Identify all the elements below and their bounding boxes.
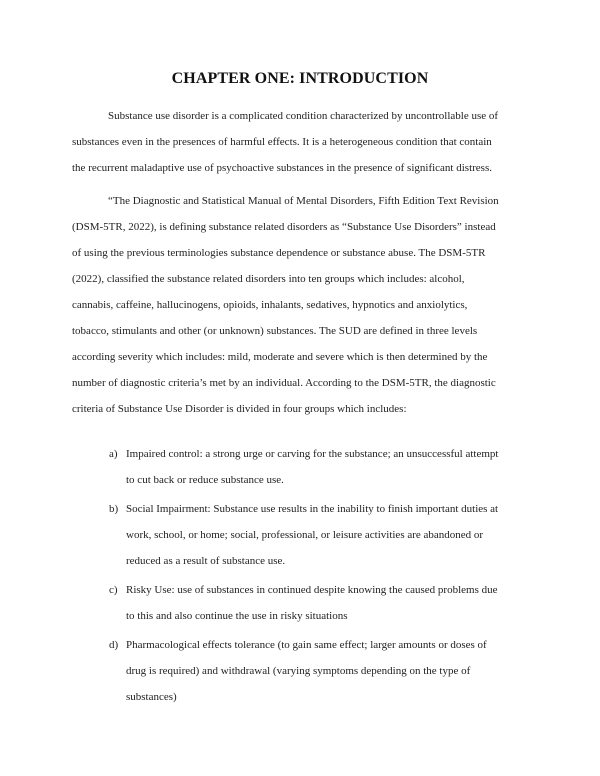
list-item (0, 632, 600, 710)
paragraph-line: (DSM-5TR, 2022), is defining substance related disorders as “Substance Use Disorders” instead (72, 221, 496, 233)
list-marker: c) (109, 584, 118, 596)
paragraph-line: substances even in the presences of harmful effects. It is a heterogeneous condition that contain (72, 136, 492, 148)
paragraph-line: cannabis, caffeine, hallucinogens, opioids, inhalants, sedatives, hypnotics and anxiolytics, (72, 299, 468, 311)
list-item-line: drug is required) and withdrawal (varying symptoms depending on the type of (126, 665, 471, 677)
paragraph-intro (72, 103, 532, 181)
list-item-line: reduced as a result of substance use. (126, 555, 286, 567)
list-item-line: to this and also continue the use in risky situations (126, 610, 348, 622)
list-item-text (126, 441, 600, 493)
list-item-line: Impaired control: a strong urge or carving for the substance; an unsuccessful attempt (126, 448, 499, 460)
list-marker: b) (109, 503, 119, 515)
list-item-line: Risky Use: use of substances in continued despite knowing the caused problems due (126, 584, 498, 596)
list-item-line: to cut back or reduce substance use. (126, 474, 284, 486)
list-item (0, 441, 600, 493)
list-item-line: substances) (126, 691, 177, 703)
list-item-text (126, 632, 600, 710)
list-item-line: work, school, or home; social, professional, or leisure activities are abandoned or (126, 529, 484, 541)
paragraph-line: (2022), classified the substance related disorders into ten groups which includes: alcohol, (72, 273, 465, 285)
list-item (0, 577, 600, 629)
list-item-text (126, 577, 600, 629)
paragraph-line: “The Diagnostic and Statistical Manual of Mental Disorders, Fifth Edition Text Revision (108, 195, 499, 207)
paragraph-line: number of diagnostic criteria’s met by an individual. According to the DSM-5TR, the diagnostic (72, 377, 496, 389)
list-marker: d) (109, 639, 119, 651)
paragraph-line: of using the previous terminologies substance dependence or substance abuse. The DSM-5TR (72, 247, 486, 259)
criteria-list (0, 441, 600, 713)
list-item-text (126, 496, 600, 574)
list-item-line: Social Impairment: Substance use results in the inability to finish important duties at (126, 503, 499, 515)
list-marker: a) (109, 448, 118, 460)
paragraph-line: criteria of Substance Use Disorder is divided in four groups which includes: (72, 403, 407, 415)
chapter-title: CHAPTER ONE: INTRODUCTION (171, 70, 429, 87)
paragraph-line: Substance use disorder is a complicated condition characterized by uncontrollable use of (108, 110, 499, 122)
paragraph-dsm (72, 188, 532, 422)
paragraph-line: the recurrent maladaptive use of psychoactive substances in the presence of significant distress. (72, 162, 492, 174)
list-item-line: Pharmacological effects tolerance (to gain same effect; larger amounts or doses of (126, 639, 487, 651)
paragraph-line: tobacco, stimulants and other (or unknown) substances. The SUD are defined in three levels (72, 325, 478, 337)
list-item (0, 496, 600, 574)
paragraph-line: according severity which includes: mild, moderate and severe which is then determined by the (72, 351, 488, 363)
